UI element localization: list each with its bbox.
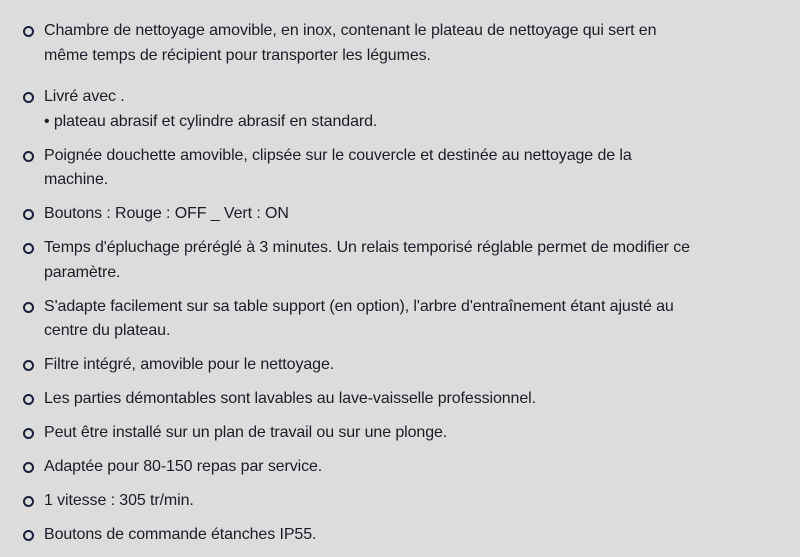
list-item-text: 1 vitesse : 305 tr/min. bbox=[44, 492, 194, 509]
list-item bbox=[0, 144, 800, 193]
list-item-text: centre du plateau. bbox=[44, 322, 171, 339]
list-item bbox=[0, 295, 800, 344]
circle-bullet-icon bbox=[23, 462, 34, 473]
list-item-text: Temps d'épluchage préréglé à 3 minutes. Un relais temporisé réglable permet de modifier ce bbox=[44, 239, 690, 256]
circle-bullet-icon bbox=[23, 209, 34, 220]
list-item-text: machine. bbox=[44, 171, 109, 188]
list-item-text: Peut être installé sur un plan de travail ou sur une plonge. bbox=[44, 424, 448, 441]
list-item bbox=[0, 387, 800, 412]
list-item bbox=[0, 353, 800, 378]
list-item bbox=[0, 85, 800, 134]
list-item-text: même temps de récipient pour transporter les légumes. bbox=[44, 46, 431, 64]
circle-bullet-icon bbox=[23, 243, 34, 254]
circle-bullet-icon bbox=[23, 151, 34, 162]
list-item bbox=[0, 455, 800, 480]
list-item-text: Poignée douchette amovible, clipsée sur le couvercle et destinée au nettoyage de la bbox=[44, 146, 632, 164]
list-item-text: Chambre de nettoyage amovible, en inox, contenant le plateau de nettoyage qui sert en bbox=[44, 22, 657, 39]
feature-list bbox=[0, 19, 800, 557]
circle-bullet-icon bbox=[23, 530, 34, 541]
list-item bbox=[0, 489, 800, 514]
list-item-text: S'adapte facilement sur sa table support (en option), l'arbre d'entraînement étant ajusté au bbox=[44, 297, 674, 315]
circle-bullet-icon bbox=[23, 302, 34, 313]
circle-bullet-icon bbox=[23, 92, 34, 103]
list-item-text: Boutons de commande étanches IP55. bbox=[44, 526, 317, 543]
list-item-text: Livré avec . bbox=[44, 88, 125, 105]
circle-bullet-icon bbox=[23, 26, 34, 37]
circle-bullet-icon bbox=[23, 428, 34, 439]
list-item bbox=[0, 421, 800, 446]
circle-bullet-icon bbox=[23, 496, 34, 507]
list-item bbox=[0, 236, 800, 285]
circle-bullet-icon bbox=[23, 394, 34, 405]
list-item bbox=[0, 19, 800, 68]
list-item bbox=[0, 202, 800, 227]
list-item-text: Les parties démontables sont lavables au lave-vaisselle professionnel. bbox=[44, 390, 536, 407]
circle-bullet-icon bbox=[23, 360, 34, 371]
list-item-text: Boutons : Rouge : OFF _ Vert : ON bbox=[44, 205, 289, 222]
list-item-text: • plateau abrasif et cylindre abrasif en standard. bbox=[44, 112, 378, 130]
list-item-text: Filtre intégré, amovible pour le nettoyage. bbox=[44, 356, 335, 373]
list-item-text: Adaptée pour 80-150 repas par service. bbox=[44, 458, 323, 475]
list-item bbox=[0, 523, 800, 548]
list-item-text: paramètre. bbox=[44, 263, 121, 281]
